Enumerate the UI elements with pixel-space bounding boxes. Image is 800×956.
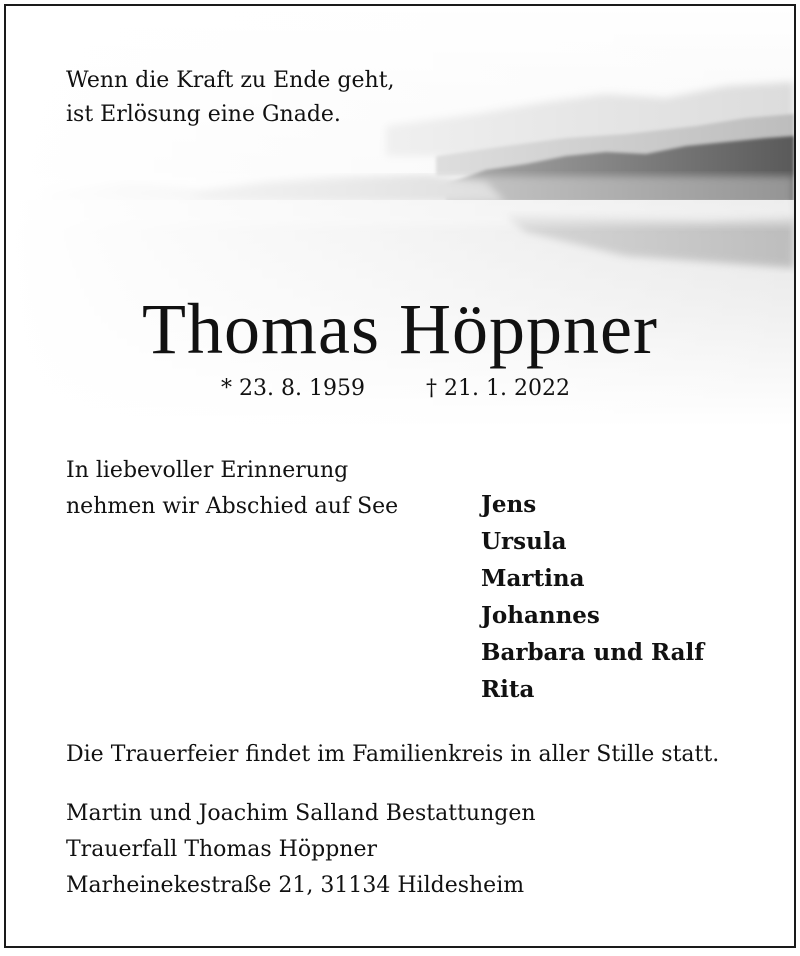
- obituary-notice: [4, 4, 796, 948]
- motto: [66, 64, 395, 132]
- motto-line-1: Wenn die Kraft zu Ende geht,: [66, 68, 395, 93]
- mourners-list: [481, 486, 704, 708]
- ceremony-note: Die Trauerfeier findet im Familienkreis in aller Stille statt.: [66, 742, 720, 767]
- farewell-line-2: nehmen wir Abschied auf See: [66, 494, 399, 519]
- undertaker-company: Martin und Joachim Salland Bestattungen: [66, 801, 536, 826]
- undertaker-reference: Trauerfall Thomas Höppner: [66, 837, 377, 862]
- mourner-name: Ursula: [481, 528, 567, 555]
- death-date: † 21. 1. 2022: [426, 376, 570, 401]
- deceased-name: Thomas Höppner: [142, 289, 658, 369]
- motto-line-2: ist Erlösung eine Gnade.: [66, 102, 341, 127]
- undertaker-address: [66, 796, 536, 904]
- mourner-name: Barbara und Ralf: [481, 639, 705, 666]
- mourner-name: Johannes: [481, 602, 600, 629]
- mourner-name: Martina: [481, 565, 585, 592]
- mourner-name: Jens: [481, 491, 537, 518]
- farewell-line-1: In liebevoller Erinnerung: [66, 458, 349, 483]
- farewell-text: [66, 453, 398, 525]
- mourner-name: Rita: [481, 676, 535, 703]
- birth-date: * 23. 8. 1959: [221, 376, 365, 401]
- undertaker-street: Marheinekestraße 21, 31134 Hildesheim: [66, 873, 525, 898]
